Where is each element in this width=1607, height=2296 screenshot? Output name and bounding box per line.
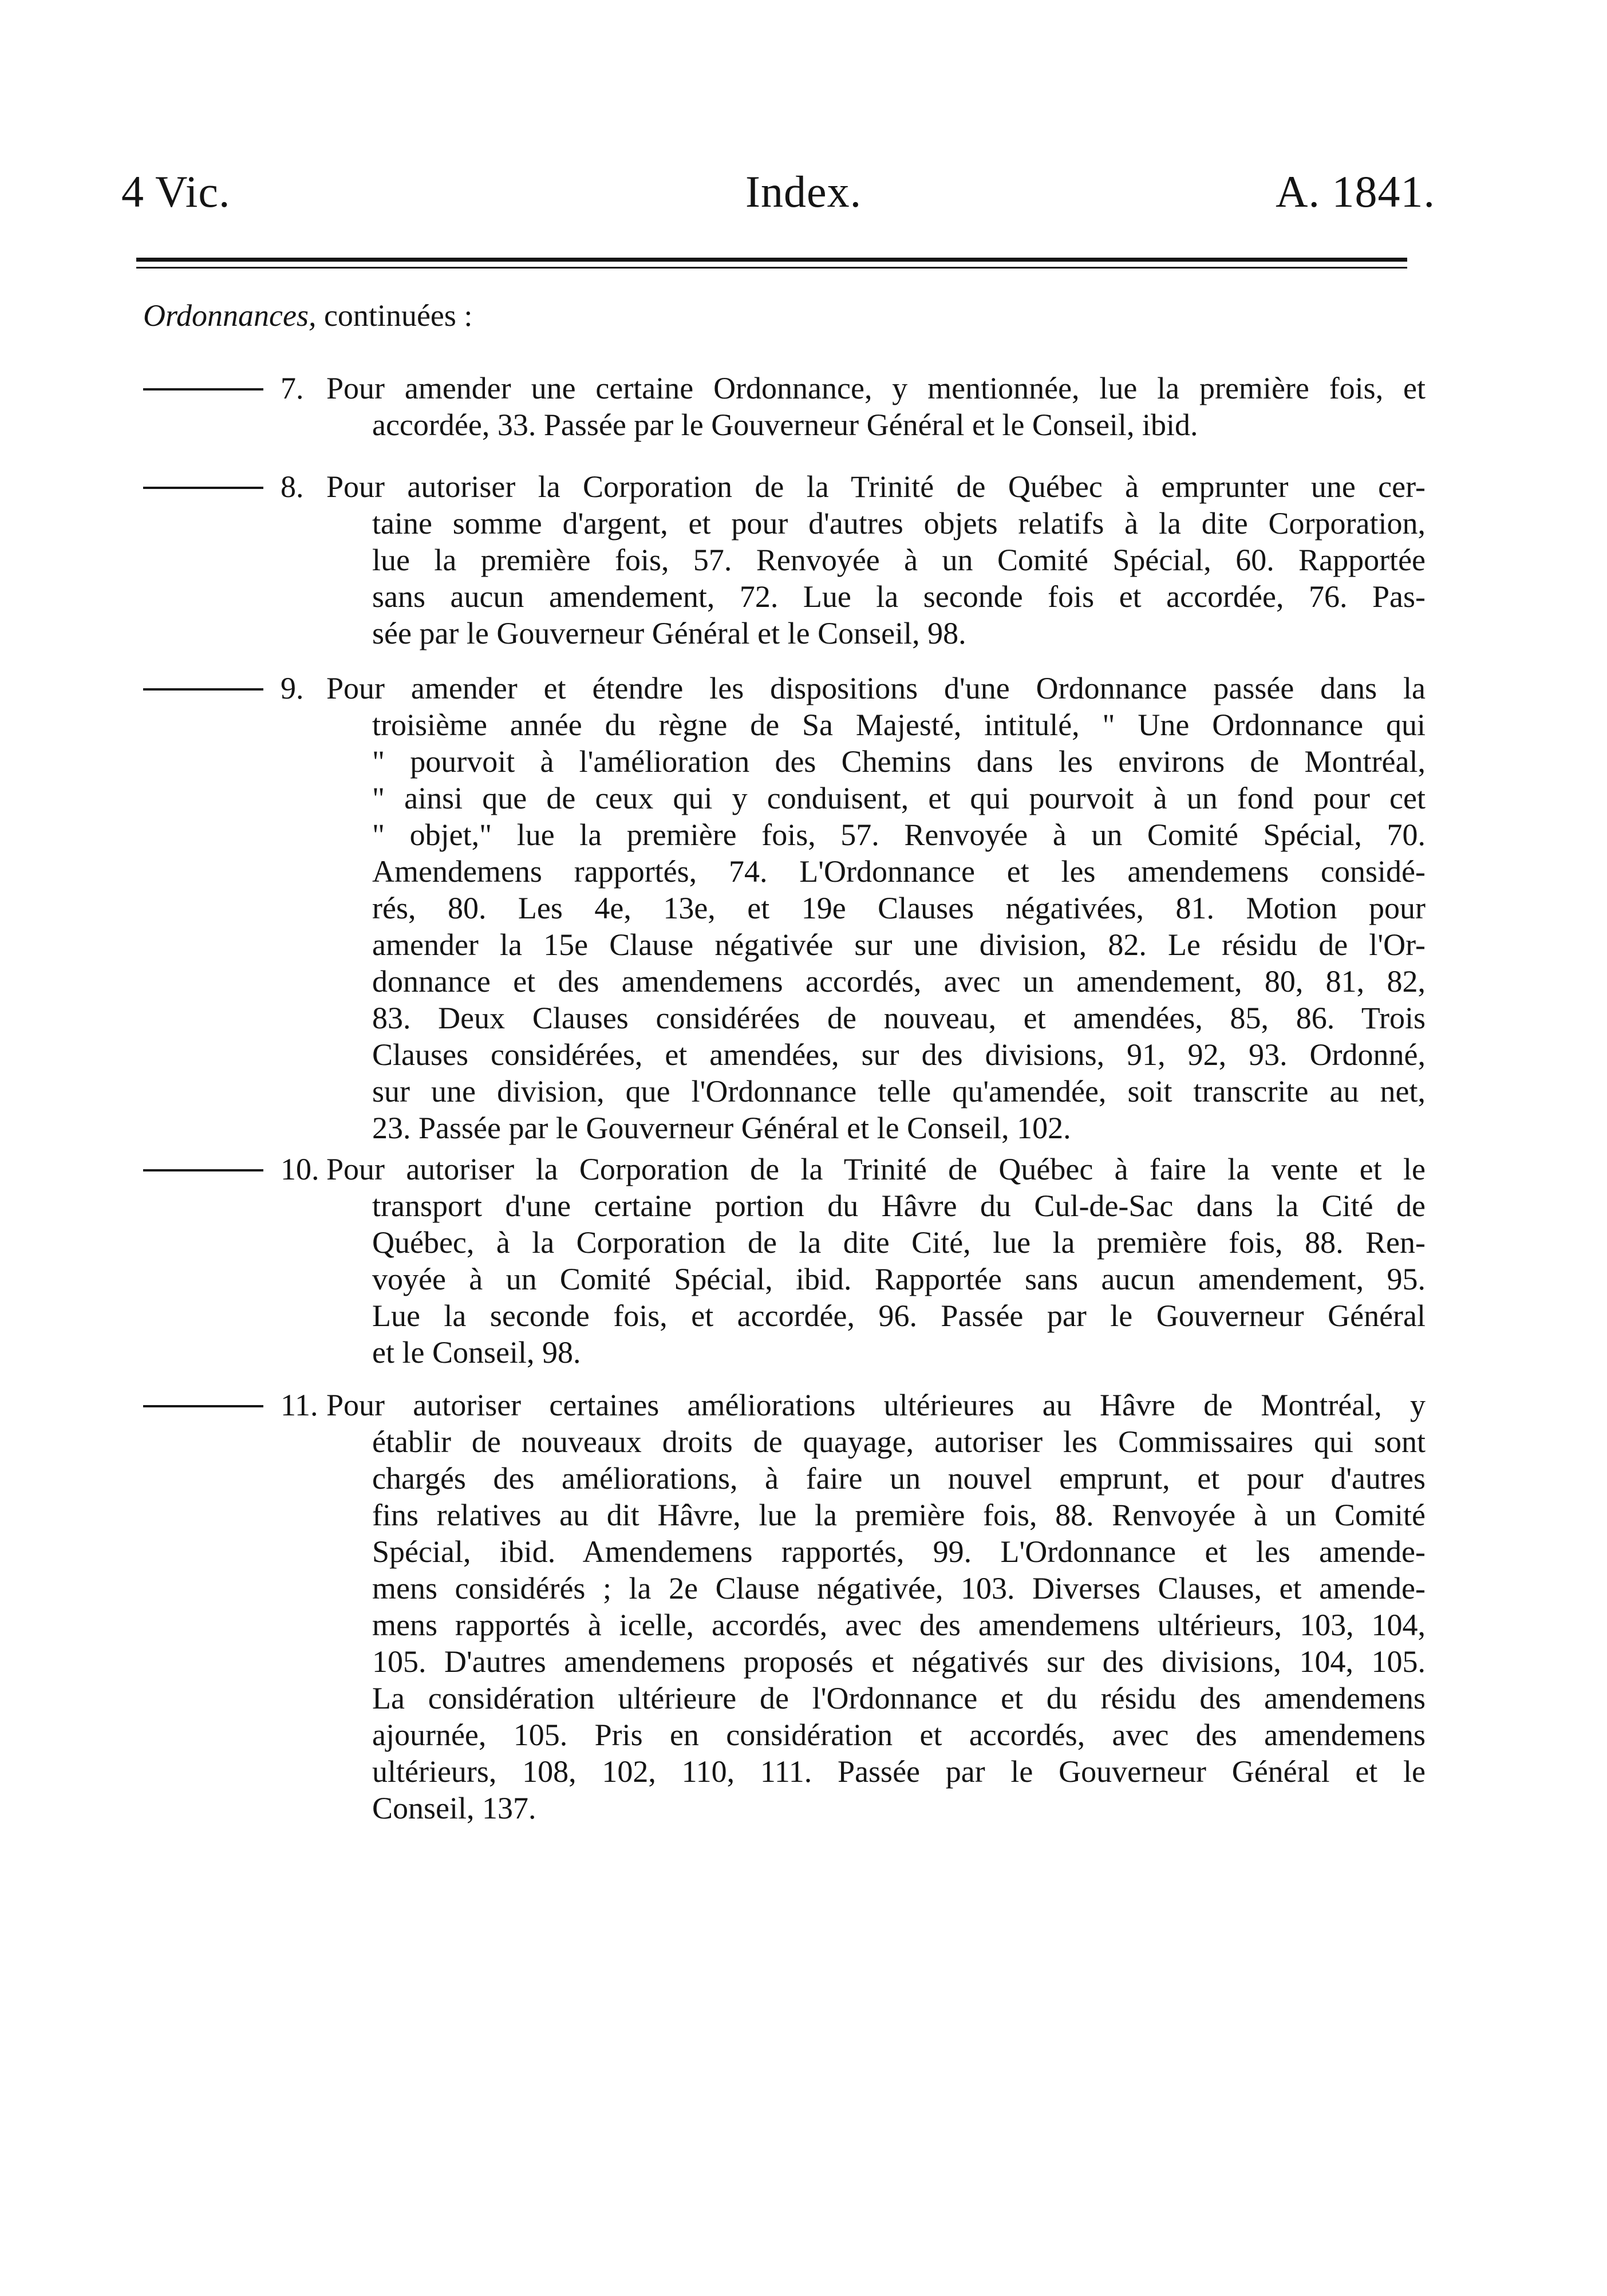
entry-line: sée par le Gouverneur Général et le Conseil, 98. [372, 616, 966, 650]
entry-line: rés, 80. Les 4e, 13e, et 19e Clauses négativées, 81. Motion pour [372, 891, 1426, 925]
entry-dash [143, 487, 263, 489]
entry-line: Amendemens rapportés, 74. L'Ordonnance et les amendemens considé- [372, 854, 1426, 889]
entry-line: ultérieurs, 108, 102, 110, 111. Passée par le Gouverneur Général et le [372, 1754, 1426, 1789]
entry-line: La considération ultérieure de l'Ordonnance et du résidu des amendemens [372, 1681, 1426, 1715]
entry-line: accordée, 33. Passée par le Gouverneur Général et le Conseil, ibid. [372, 408, 1198, 442]
entry-line: mens considérés ; la 2e Clause négativée, 103. Diverses Clauses, et amende- [372, 1571, 1426, 1605]
entry-line: voyée à un Comité Spécial, ibid. Rapportée sans aucun amendement, 95. [372, 1262, 1426, 1296]
entry-number: 7. [281, 371, 304, 405]
entry-line: fins relatives au dit Hâvre, lue la première fois, 88. Renvoyée à un Comité [372, 1498, 1426, 1532]
entry-line: donnance et des amendemens accordés, avec un amendement, 80, 81, 82, [372, 964, 1426, 999]
entry-dash [143, 688, 263, 691]
entry-number: 8. [281, 470, 304, 504]
entry-number: 9. [281, 671, 304, 705]
entry-line: lue la première fois, 57. Renvoyée à un Comité Spécial, 60. Rapportée [372, 543, 1426, 577]
header-session: 4 Vic. [121, 167, 231, 216]
entry-line: " ainsi que de ceux qui y conduisent, et qui pourvoit à un fond pour cet [372, 781, 1426, 815]
entry-dash [143, 388, 263, 390]
entry-line: établir de nouveaux droits de quayage, autoriser les Commissaires qui sont [372, 1425, 1426, 1459]
entry-line: chargés des améliorations, à faire un nouvel emprunt, et pour d'autres [372, 1461, 1426, 1496]
entry-line: 23. Passée par le Gouverneur Général et le Conseil, 102. [372, 1111, 1071, 1145]
entry-number: 11. [281, 1388, 318, 1422]
entry-line: Lue la seconde fois, et accordée, 96. Passée par le Gouverneur Général [372, 1299, 1426, 1333]
entry-line: et le Conseil, 98. [372, 1335, 581, 1370]
header-rule-thin [136, 267, 1407, 269]
entry-number: 10. [281, 1152, 319, 1186]
header-year: A. 1841. [1276, 167, 1435, 216]
entry-line: sans aucun amendement, 72. Lue la seconde fois et accordée, 76. Pas- [372, 579, 1426, 614]
entry-line: Pour amender une certaine Ordonnance, y mentionnée, lue la première fois, et [326, 371, 1426, 405]
entry-line: Québec, à la Corporation de la dite Cité, lue la première fois, 88. Ren- [372, 1225, 1426, 1260]
entry-line: " objet," lue la première fois, 57. Renvoyée à un Comité Spécial, 70. [372, 818, 1426, 852]
entry-line: taine somme d'argent, et pour d'autres objets relatifs à la dite Corporation, [372, 506, 1426, 541]
entry-line: Pour autoriser la Corporation de la Trinité de Québec à emprunter une cer- [326, 470, 1426, 504]
header-rule-thick [136, 258, 1407, 262]
entry-line: troisième année du règne de Sa Majesté, intitulé, " Une Ordonnance qui [372, 708, 1426, 742]
entry-line: 83. Deux Clauses considérées de nouveau, et amendées, 85, 86. Trois [372, 1001, 1426, 1035]
entry-dash [143, 1169, 263, 1171]
section-title-italic: Ordonnances, [143, 298, 317, 333]
entry-line: 105. D'autres amendemens proposés et négativés sur des divisions, 104, 105. [372, 1644, 1426, 1679]
entry-line: Spécial, ibid. Amendemens rapportés, 99. L'Ordonnance et les amende- [372, 1534, 1426, 1569]
running-header [121, 166, 1435, 235]
section-title-rest: continuées : [316, 298, 473, 333]
entry-line: amender la 15e Clause négativée sur une division, 82. Le résidu de l'Or- [372, 928, 1426, 962]
entry-line: transport d'une certaine portion du Hâvre du Cul-de-Sac dans la Cité de [372, 1189, 1426, 1223]
entry-line: Pour autoriser la Corporation de la Trinité de Québec à faire la vente et le [326, 1152, 1426, 1186]
entry-line: ajournée, 105. Pris en considération et accordés, avec des amendemens [372, 1718, 1426, 1752]
entry-line: Conseil, 137. [372, 1791, 536, 1825]
header-title: Index. [745, 167, 862, 216]
entry-line: mens rapportés à icelle, accordés, avec des amendemens ultérieurs, 103, 104, [372, 1608, 1426, 1642]
entry-line: Pour autoriser certaines améliorations ultérieures au Hâvre de Montréal, y [326, 1388, 1426, 1422]
entry-line: Clauses considérées, et amendées, sur des divisions, 91, 92, 93. Ordonné, [372, 1037, 1426, 1072]
section-title [143, 298, 472, 333]
entry-dash [143, 1405, 263, 1407]
entry-line: sur une division, que l'Ordonnance telle qu'amendée, soit transcrite au net, [372, 1074, 1426, 1108]
entry-line: " pourvoit à l'amélioration des Chemins dans les environs de Montréal, [372, 744, 1426, 779]
entry-line: Pour amender et étendre les dispositions d'une Ordonnance passée dans la [326, 671, 1426, 705]
